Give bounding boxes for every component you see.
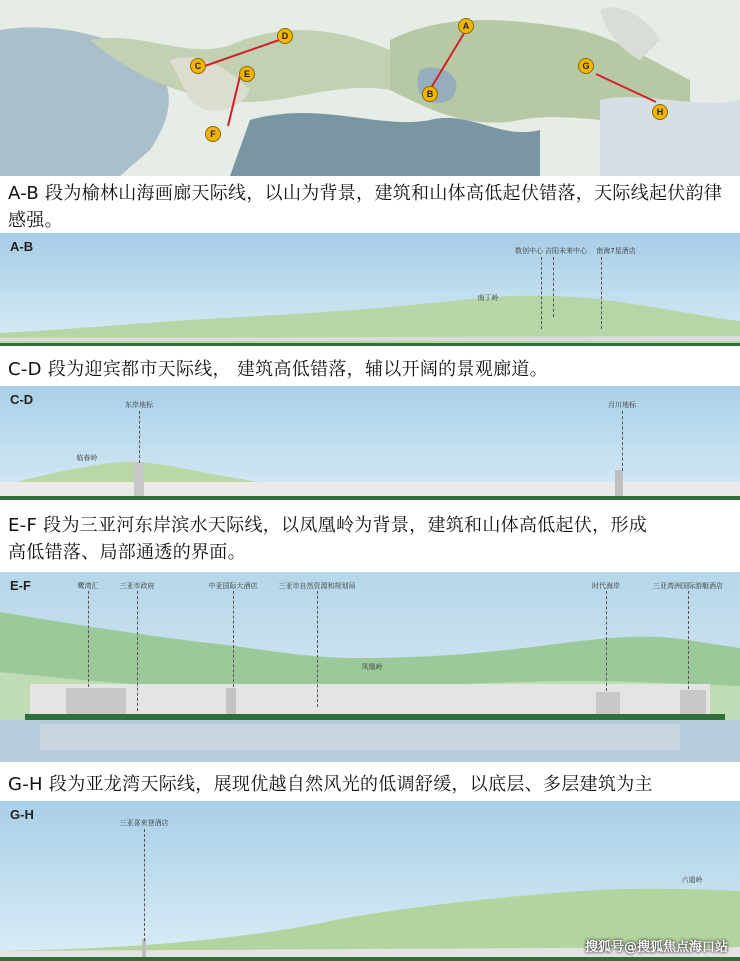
marker-h: H [652,104,668,120]
tag-ab-3: 南海7星酒店 [596,247,636,255]
tag-ef-2: 三亚市政府 [119,582,155,590]
mountain-cd: 临春岭 [76,454,98,462]
marker-a: A [458,18,474,34]
tag-cd-2: 月川地标 [608,401,636,409]
mountain-ef: 凤凰岭 [361,663,383,671]
watermark: 搜狐号@搜狐焦点海口站 [584,940,728,955]
leader-ab-1 [541,257,542,329]
tag-cd-1: 东岸地标 [125,401,153,409]
leader-cd-2 [622,411,623,471]
marker-c: C [190,58,206,74]
caption-ef: E-F 段为三亚河东岸滨水天际线，以凤凰岭为背景，建筑和山体高低起伏，形成高低错落、局部通透的界面。 [8,515,648,563]
tag-ef-6: 三亚湾洲国际游艇酒店 [653,582,723,590]
skyline-cd [0,386,740,500]
marker-d: D [277,28,293,44]
map-terrain [0,0,740,176]
marker-b: B [422,86,438,102]
tag-ab-2: 吉阳未来中心 [545,247,587,255]
tag-ef-4: 三亚市自然资源和规划局 [278,582,356,590]
leader-ef-2 [137,591,138,711]
leader-ab-3 [601,257,602,329]
leader-ef-4 [317,591,318,707]
tag-gh-1: 三亚喜来登酒店 [119,819,169,827]
panel-label-ef: E-F [10,578,31,593]
marker-f: F [205,126,221,142]
tag-ab-1: 数创中心 [515,247,543,255]
leader-ef-6 [688,591,689,689]
site-map [0,0,740,176]
caption-ab: A-B 段为榆林山海画廊天际线，以山为背景，建筑和山体高低起伏错落，天际线起伏韵律感强。 [8,183,723,231]
panel-label-cd: C-D [10,392,34,407]
skyline-ab [0,233,740,346]
marker-e: E [239,66,255,82]
skyline-gh [0,801,740,961]
marker-g: G [578,58,594,74]
leader-ef-3 [233,591,234,687]
tag-ef-5: 时代海岸 [592,582,620,590]
leader-cd-1 [139,411,140,463]
leader-gh-1 [144,829,145,941]
tag-ef-1: 鹭湾汇 [77,582,99,590]
caption-gh: G-H 段为亚龙湾天际线，展现优越自然风光的低调舒缓，以底层、多层建筑为主 [8,774,653,795]
caption-cd: C-D 段为迎宾都市天际线， 建筑高低错落，辅以开阔的景观廊道。 [8,359,548,380]
leader-ab-2 [553,257,554,317]
panel-label-ab: A-B [10,239,34,254]
leader-ef-1 [88,591,89,687]
leader-ef-5 [606,591,607,691]
tag-ef-3: 中亚国际大酒店 [208,582,258,590]
skyline-ef [0,572,740,762]
panel-label-gh: G-H [10,807,34,822]
mountain-ab: 南丁岭 [477,294,499,302]
mountain-gh: 六道岭 [681,876,703,884]
